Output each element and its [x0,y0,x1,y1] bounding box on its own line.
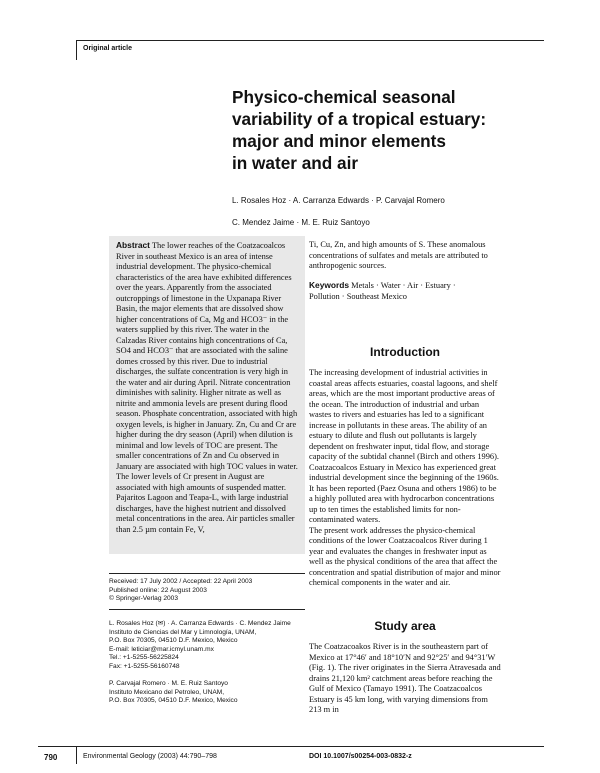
introduction-paragraph-3: The present work addresses the physico-chemical conditions of the lower Coatzacoalcos River during 1 year and evaluates the changes in freshwater input as well as the physical conditions of the area that affect the concentration and spatial distribution of major and minor chemical components in the water and air. [309,525,501,587]
keywords-label: Keywords [309,280,350,290]
author-line-1: L. Rosales Hoz · A. Carranza Edwards · P. Carvajal Romero [232,196,445,205]
footer-page-divider [76,746,77,764]
study-area-body: The Coatzacoakos River is in the southeastern part of Mexico at 17°46′ and 18°10′N and 92°25′ and 94°31′W (Fig. 1). The river originates in the Sierra Atravesada and drains 21,120 km² catchment areas before reaching the Gulf of Mexico (Tamayo 1991). The Coatzacoalcos Estuary is 45 km long, with varying dimensions from 213 m in [309,642,501,714]
affiliation-line: E-mail: leticiar@mar.icmyl.unam.mx [109,645,214,653]
title-line-1: Physico-chemical seasonal [232,87,456,107]
title-line-4: in water and air [232,153,359,173]
introduction-paragraph-2: Coatzacoalcos Estuary in Mexico has experienced great industrial development since the beginning of the 1960s. It has been reported (Paez Osuna and others 1986) to be a highly polluted area with hydrocarbon concentrations up to ten times the established limits for non-contaminated waters. [309,462,499,524]
author-list [232,190,562,234]
header-rule-vertical [76,40,77,60]
affiliation-line: P.O. Box 70305, 04510 D.F. Mexico, Mexico [109,637,238,645]
study-area-heading: Study area [374,619,436,633]
affiliation-line: L. Rosales Hoz (✉) · A. Carranza Edwards · C. Mendez Jaime [109,620,291,627]
affiliation-group-1 [109,620,305,672]
affiliation-group-2 [109,680,305,706]
article-type-label: Original article [83,45,133,52]
published-date: Published online: 22 August 2003 [109,586,207,594]
abstract-label: Abstract [116,240,150,250]
affiliation-line: Instituto de Ciencias del Mar y Limnología, UNAM, [109,628,257,636]
keywords-text: Metals · Water · Air · Estuary · Pollution · Southeast Mexico [309,281,456,301]
affiliation-line: P.O. Box 70305, 04510 D.F. Mexico, Mexico [109,697,238,705]
received-date: Received: 17 July 2002 / Accepted: 22 April 2003 [109,578,253,585]
introduction-paragraph-1: The increasing development of industrial activities in coastal areas affects estuaries, coastal lagoons, and shelf areas, which are the most important productive areas of the ocean. The introduction of industrial and urban wastes to rivers and estuaries has led to a significant increase in pollutants in these areas. The ability of an estuary to dilute and flush out pollutants is largely dependent on freshwater input, tidal flow, and storage capacity of the subtidal channel (Birch and others 1996). [309,368,500,461]
page-number: 790 [44,753,58,762]
author-line-2: C. Mendez Jaime · M. E. Ruiz Santoyo [232,218,370,227]
title-line-3: major and minor elements [232,131,446,151]
abstract-continuation: Ti, Cu, Zn, and high amounts of S. These anomalous concentrations of sulfates and metals are attributed to anthropogenic sources. [309,240,488,270]
dates-rule [109,573,305,574]
affiliation-line: Fax: +1-5255-56160748 [109,662,180,670]
title-line-2: variability of a tropical estuary: [232,109,487,129]
affiliation-line: P. Carvajal Romero · M. E. Ruiz Santoyo [109,680,228,687]
header-rule-horizontal [76,40,544,41]
abstract [116,240,300,535]
footer-rule [38,746,544,747]
copyright-line: © Springer-Verlag 2003 [109,595,179,603]
article-title [232,86,552,174]
introduction-body [309,368,501,589]
affiliations-rule [109,609,305,610]
abstract-text: The lower reaches of the Coatzacoalcos River in southeast Mexico is an area of intense industrial development. The physico-chemical characteristics of the area have exhibited differences over the years. Apparently from the associated outcroppings of limestone in the Uxpanapa River Basin, the major elements that are dissolved show higher concentrations of Ca, Mg and HCO3⁻ in the waters supplied by this river. The water in the Calzadas River contains high concentrations of Ca, SO4 and HCO3⁻ that are associated with the saline domes crossed by this river. Due to industrial discharges, the sulfate concentration is very high in the water and air during April. Nitrate concentration diminishes with salinity. Higher nitrate as well as nitrite and ammonia levels are present during flood season. Phosphate concentration, associated with high oxygen levels, is higher in January. Zn, Cu and Cr are higher during the dry season (April) when dilution is minimal and low levels of TOC are present. The smaller concentrations of Zn and Cu observed in January are associated with high TOC values in water. The lower levels of Cr present in August are associated with high amounts of suspended matter. Pajaritos Lagoon and Teapa-L, with large industrial discharges, have the highest nutrient and dissolved metal concentrations in the area. Air particles smaller than 2.5 µm contain Fe, V, [116,241,298,534]
publication-dates [109,578,305,604]
affiliation-line: Tel.: +1-5255-56225824 [109,654,179,662]
keywords [309,280,484,302]
journal-citation: Environmental Geology (2003) 44:790–798 [83,753,217,760]
introduction-heading: Introduction [370,345,440,359]
affiliation-line: Instituto Mexicano del Petroleo, UNAM, [109,688,225,696]
doi: DOI 10.1007/s00254-003-0832-z [309,753,412,760]
